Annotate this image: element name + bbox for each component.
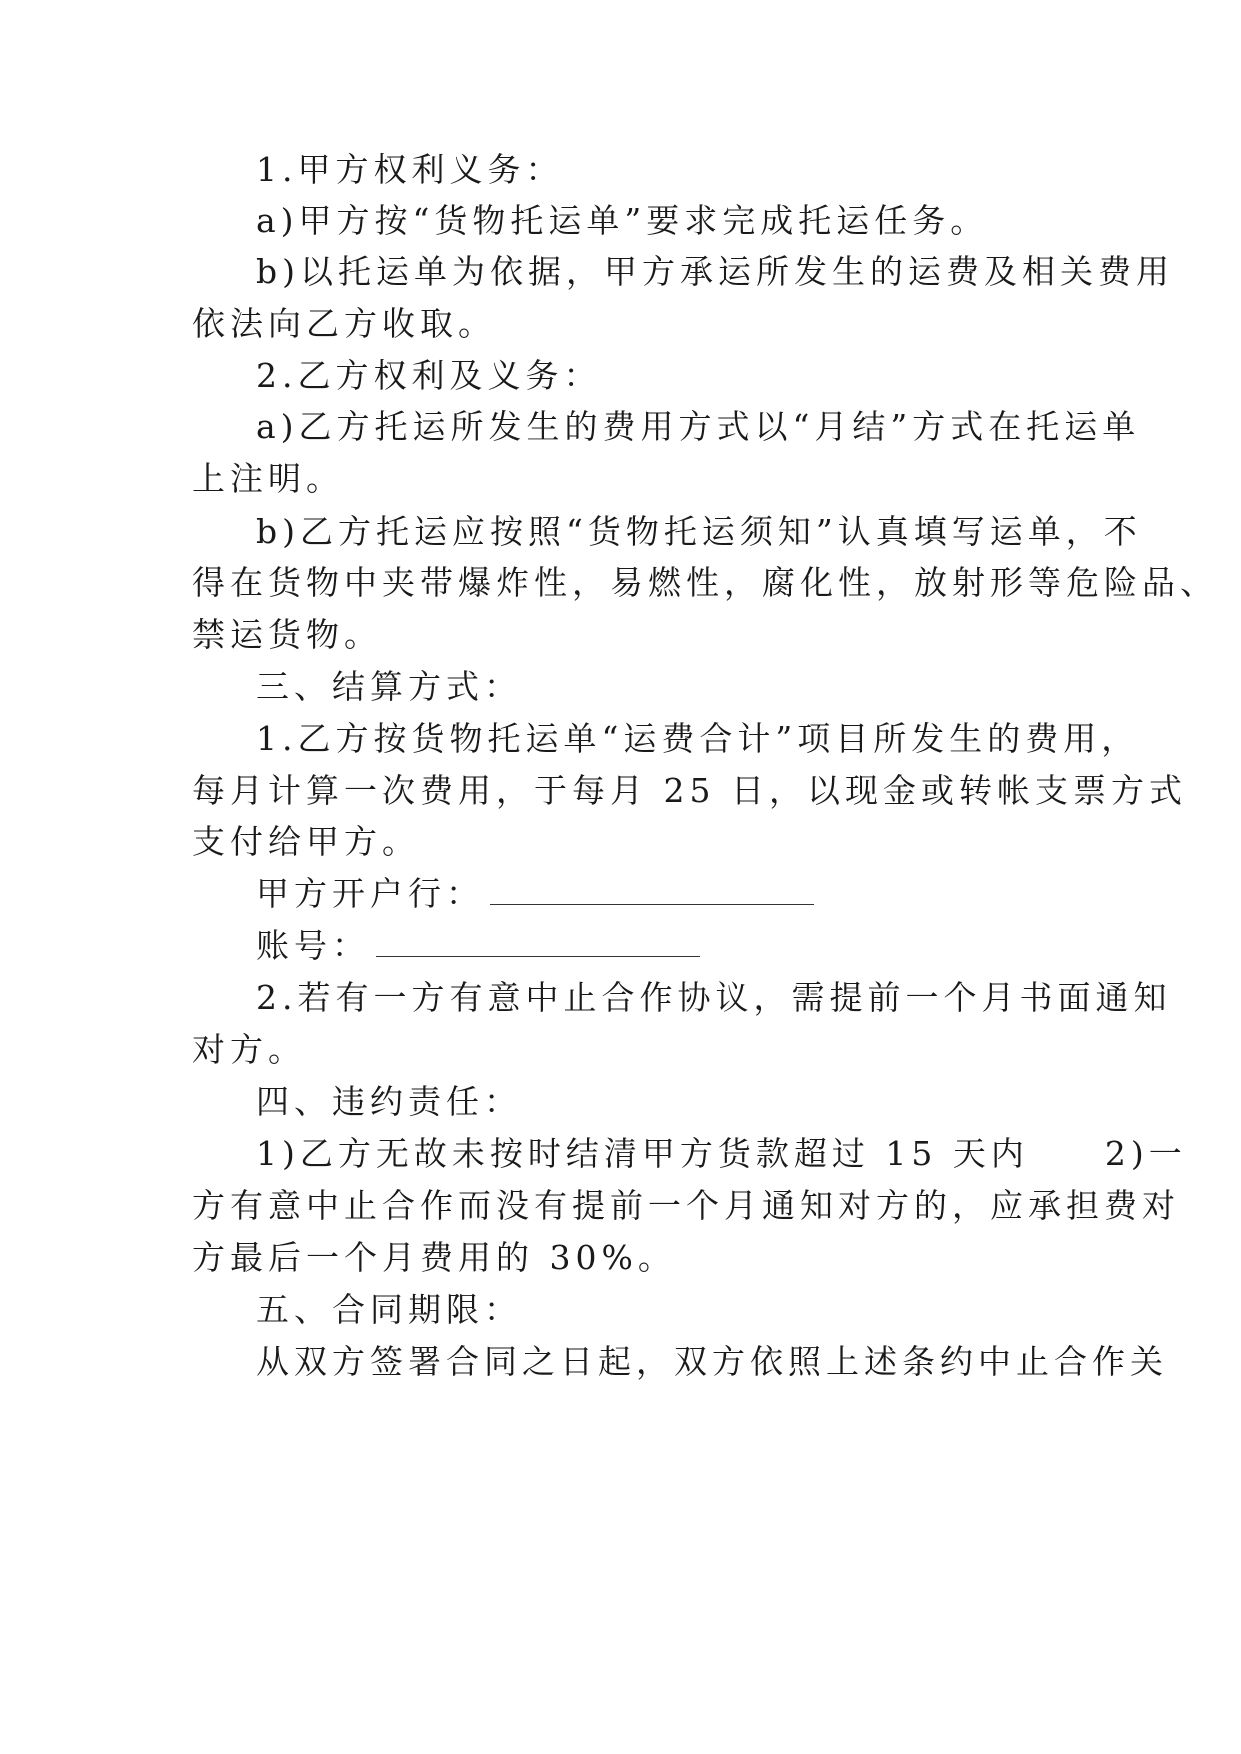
clause-b-line: b)乙方托运应按照“货物托运须知”认真填写运单，不 [256, 512, 1142, 551]
section-settlement-heading: 三、结算方式： [256, 667, 522, 706]
bank-label: 甲方开户行： [256, 874, 484, 913]
account-label: 账号： [256, 926, 370, 965]
clause-party-b-heading: 2.乙方权利及义务： [256, 356, 602, 395]
clause-a-line: a)乙方托运所发生的费用方式以“月结”方式在托运单 [256, 407, 1141, 446]
liability-clause-line-cont: 方最后一个月费用的 30%。 [192, 1238, 676, 1277]
section-liability-heading: 四、违约责任： [256, 1082, 522, 1121]
settlement-clause-line-cont: 支付给甲方。 [192, 822, 420, 861]
clause-b-line-cont: 禁运货物。 [192, 615, 382, 654]
termination-clause-line-cont: 对方。 [192, 1030, 306, 1069]
account-row [256, 926, 1136, 966]
clause-a-line-cont: 上注明。 [192, 459, 344, 498]
account-blank[interactable] [376, 928, 700, 957]
section-term-heading: 五、合同期限： [256, 1290, 522, 1329]
clause-a-line: a)甲方按“货物托运单”要求完成托运任务。 [256, 201, 989, 240]
term-clause-line: 从双方签署合同之日起，双方依照上述条约中止合作关 [256, 1342, 1168, 1381]
clause-b-line-cont: 依法向乙方收取。 [192, 304, 496, 343]
settlement-clause-line: 1.乙方按货物托运单“运费合计”项目所发生的费用， [256, 719, 1140, 758]
clause-party-a-heading: 1.甲方权利义务： [256, 150, 564, 189]
clause-b-line: b)以托运单为依据，甲方承运所发生的运费及相关费用 [256, 252, 1174, 291]
clause-b-line-cont: 得在货物中夹带爆炸性，易燃性，腐化性，放射形等危险品、 [192, 563, 1218, 602]
termination-clause-line: 2.若有一方有意中止合作协议，需提前一个月书面通知 [256, 978, 1172, 1017]
bank-blank[interactable] [490, 876, 814, 905]
bank-row [256, 874, 1136, 914]
liability-clause-line: 1)乙方无故未按时结清甲方货款超过 15 天内 2)一 [256, 1134, 1187, 1173]
settlement-clause-line-cont: 每月计算一次费用，于每月 25 日，以现金或转帐支票方式 [192, 771, 1187, 810]
liability-clause-line-cont: 方有意中止合作而没有提前一个月通知对方的，应承担费对 [192, 1186, 1180, 1225]
